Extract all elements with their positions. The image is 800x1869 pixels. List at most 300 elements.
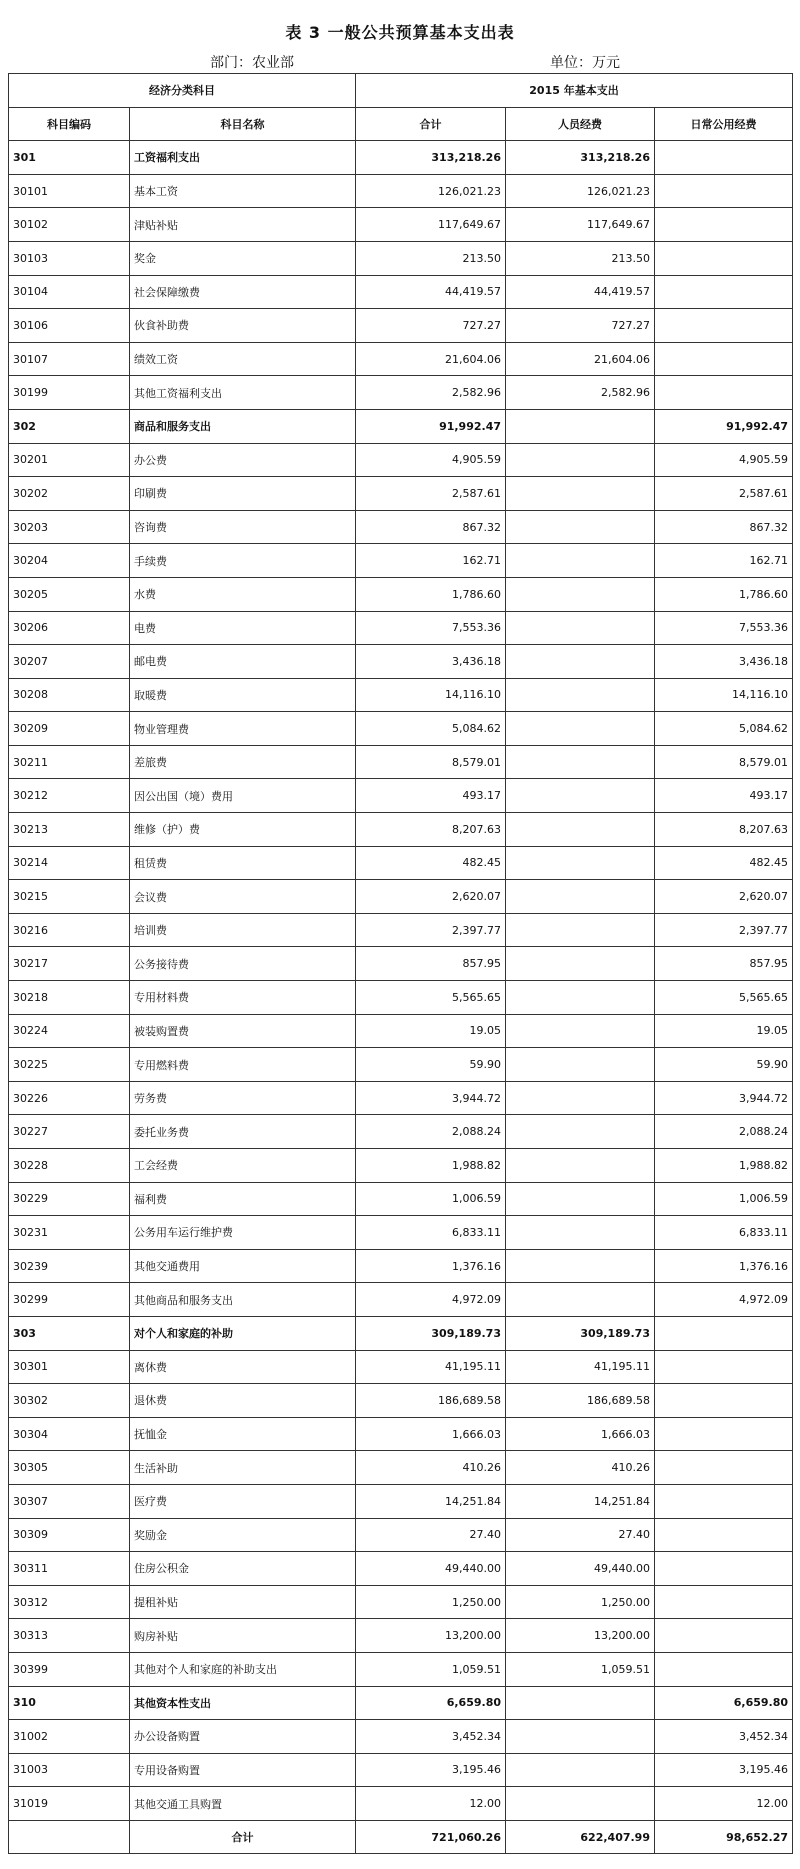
cell-code: 301: [9, 141, 130, 175]
cell-personnel: 117,649.67: [506, 208, 655, 242]
cell-name: 专用燃料费: [130, 1048, 356, 1082]
cell-personnel: 1,666.03: [506, 1417, 655, 1451]
table-row: [9, 1484, 793, 1518]
cell-personnel: [506, 745, 655, 779]
cell-personnel: [506, 1249, 655, 1283]
cell-personnel: [506, 1686, 655, 1720]
cell-personnel: 309,189.73: [506, 1316, 655, 1350]
cell-name: 津贴补贴: [130, 208, 356, 242]
cell-total: 2,088.24: [356, 1115, 506, 1149]
cell-code: 30217: [9, 947, 130, 981]
cell-code: 30218: [9, 981, 130, 1015]
table-row: [9, 1249, 793, 1283]
cell-personnel: 49,440.00: [506, 1552, 655, 1586]
cell-code: 30312: [9, 1585, 130, 1619]
cell-code: 30205: [9, 577, 130, 611]
table-row: [9, 1417, 793, 1451]
cell-code: 30304: [9, 1417, 130, 1451]
table-row: [9, 443, 793, 477]
cell-personnel: [506, 1216, 655, 1250]
cell-public: 19.05: [655, 1014, 793, 1048]
cell-total: 3,436.18: [356, 645, 506, 679]
cell-code: 30107: [9, 342, 130, 376]
cell-personnel: 13,200.00: [506, 1619, 655, 1653]
table-row: [9, 1619, 793, 1653]
category-row: [9, 1686, 793, 1720]
cell-public: 4,972.09: [655, 1283, 793, 1317]
cell-public: 1,376.16: [655, 1249, 793, 1283]
table-row: [9, 1081, 793, 1115]
table-row: [9, 712, 793, 746]
cell-personnel: [506, 544, 655, 578]
cell-name: 奖励金: [130, 1518, 356, 1552]
table-row: [9, 846, 793, 880]
cell-total: 857.95: [356, 947, 506, 981]
cell-name: 住房公积金: [130, 1552, 356, 1586]
cell-code: 30204: [9, 544, 130, 578]
cell-total: 49,440.00: [356, 1552, 506, 1586]
cell-name: 被装购置费: [130, 1014, 356, 1048]
cell-name: 其他工资福利支出: [130, 376, 356, 410]
table-row: [9, 241, 793, 275]
table-row: [9, 611, 793, 645]
cell-code: 30203: [9, 510, 130, 544]
table-row: [9, 275, 793, 309]
table-row: [9, 1350, 793, 1384]
cell-code: 30215: [9, 880, 130, 914]
cell-code: 30231: [9, 1216, 130, 1250]
cell-personnel: [506, 880, 655, 914]
cell-name: 绩效工资: [130, 342, 356, 376]
cell-name: 办公费: [130, 443, 356, 477]
table-row: [9, 981, 793, 1015]
cell-name: 手续费: [130, 544, 356, 578]
cell-total: 8,207.63: [356, 813, 506, 847]
cell-public: [655, 1652, 793, 1686]
cell-code: 30103: [9, 241, 130, 275]
cell-public: 857.95: [655, 947, 793, 981]
cell-total: 867.32: [356, 510, 506, 544]
cell-personnel: 126,021.23: [506, 174, 655, 208]
table-row: [9, 577, 793, 611]
cell-name: 其他交通费用: [130, 1249, 356, 1283]
cell-name: 社会保障缴费: [130, 275, 356, 309]
cell-total: 1,376.16: [356, 1249, 506, 1283]
cell-personnel: [506, 981, 655, 1015]
cell-code: 30311: [9, 1552, 130, 1586]
cell-name: 工会经费: [130, 1149, 356, 1183]
cell-name: 会议费: [130, 880, 356, 914]
cell-total: 12.00: [356, 1787, 506, 1821]
cell-name: 因公出国（境）费用: [130, 779, 356, 813]
cell-name: 其他对个人和家庭的补助支出: [130, 1652, 356, 1686]
header-code: 科目编码: [9, 107, 130, 141]
cell-public: [655, 1619, 793, 1653]
cell-total: 3,944.72: [356, 1081, 506, 1115]
cell-public: 6,833.11: [655, 1216, 793, 1250]
cell-public: [655, 1384, 793, 1418]
cell-public: [655, 174, 793, 208]
cell-code: 30102: [9, 208, 130, 242]
cell-code: 302: [9, 409, 130, 443]
cell-total: 6,659.80: [356, 1686, 506, 1720]
table-row: [9, 510, 793, 544]
cell-public: [655, 1350, 793, 1384]
cell-personnel: [506, 1787, 655, 1821]
cell-code: 30399: [9, 1652, 130, 1686]
cell-public: [655, 1484, 793, 1518]
cell-total: 2,582.96: [356, 376, 506, 410]
cell-code: 30214: [9, 846, 130, 880]
cell-public: 2,088.24: [655, 1115, 793, 1149]
department-label: 部门：农业部: [210, 55, 294, 71]
cell-total: 313,218.26: [356, 141, 506, 175]
table-row: [9, 880, 793, 914]
cell-public: 2,397.77: [655, 913, 793, 947]
cell-code: 30199: [9, 376, 130, 410]
cell-personnel: [506, 913, 655, 947]
cell-public: 12.00: [655, 1787, 793, 1821]
table-row: [9, 1384, 793, 1418]
cell-name: 电费: [130, 611, 356, 645]
cell-code: 310: [9, 1686, 130, 1720]
cell-name: 奖金: [130, 241, 356, 275]
cell-public: 91,992.47: [655, 409, 793, 443]
table-row: [9, 813, 793, 847]
cell-personnel: [506, 947, 655, 981]
cell-total: 13,200.00: [356, 1619, 506, 1653]
cell-personnel: [506, 577, 655, 611]
category-row: [9, 141, 793, 175]
cell-total: 44,419.57: [356, 275, 506, 309]
total-public: 98,652.27: [655, 1820, 793, 1854]
cell-total: 162.71: [356, 544, 506, 578]
cell-total: 493.17: [356, 779, 506, 813]
cell-personnel: [506, 1014, 655, 1048]
header-personnel: 人员经费: [506, 107, 655, 141]
cell-code: 30101: [9, 174, 130, 208]
table-row: [9, 342, 793, 376]
cell-personnel: [506, 645, 655, 679]
cell-code: 30227: [9, 1115, 130, 1149]
cell-personnel: 1,059.51: [506, 1652, 655, 1686]
cell-personnel: [506, 611, 655, 645]
cell-code: 31002: [9, 1720, 130, 1754]
cell-name: 咨询费: [130, 510, 356, 544]
table-row: [9, 678, 793, 712]
cell-public: [655, 141, 793, 175]
cell-public: 3,944.72: [655, 1081, 793, 1115]
table-row: [9, 779, 793, 813]
table-row: [9, 1552, 793, 1586]
cell-total: 4,972.09: [356, 1283, 506, 1317]
table-row: [9, 745, 793, 779]
cell-code: 30307: [9, 1484, 130, 1518]
cell-personnel: 44,419.57: [506, 275, 655, 309]
cell-public: 3,195.46: [655, 1753, 793, 1787]
cell-total: 3,195.46: [356, 1753, 506, 1787]
cell-name: 离休费: [130, 1350, 356, 1384]
cell-code: 30104: [9, 275, 130, 309]
cell-public: 5,565.65: [655, 981, 793, 1015]
cell-personnel: 213.50: [506, 241, 655, 275]
cell-public: 493.17: [655, 779, 793, 813]
cell-name: 专用设备购置: [130, 1753, 356, 1787]
budget-table: [8, 73, 793, 1854]
cell-name: 水费: [130, 577, 356, 611]
cell-public: 867.32: [655, 510, 793, 544]
cell-name: 办公设备购置: [130, 1720, 356, 1754]
table-row: [9, 1720, 793, 1754]
cell-name: 邮电费: [130, 645, 356, 679]
cell-personnel: [506, 443, 655, 477]
cell-name: 其他商品和服务支出: [130, 1283, 356, 1317]
cell-personnel: [506, 1753, 655, 1787]
cell-public: 482.45: [655, 846, 793, 880]
cell-total: 1,006.59: [356, 1182, 506, 1216]
cell-total: 186,689.58: [356, 1384, 506, 1418]
cell-personnel: [506, 510, 655, 544]
cell-total: 14,116.10: [356, 678, 506, 712]
table-row: [9, 913, 793, 947]
cell-name: 其他资本性支出: [130, 1686, 356, 1720]
cell-code: 30106: [9, 309, 130, 343]
cell-code: 30226: [9, 1081, 130, 1115]
table-row: [9, 309, 793, 343]
table-row: [9, 1518, 793, 1552]
cell-public: 7,553.36: [655, 611, 793, 645]
cell-total: 59.90: [356, 1048, 506, 1082]
table-row: [9, 376, 793, 410]
cell-public: 1,006.59: [655, 1182, 793, 1216]
header-basic-expenditure: 2015 年基本支出: [356, 74, 793, 108]
cell-code: 30305: [9, 1451, 130, 1485]
cell-total: 1,988.82: [356, 1149, 506, 1183]
cell-personnel: [506, 813, 655, 847]
table-row: [9, 1115, 793, 1149]
cell-total: 1,786.60: [356, 577, 506, 611]
cell-personnel: [506, 678, 655, 712]
cell-total: 3,452.34: [356, 1720, 506, 1754]
cell-code: 31003: [9, 1753, 130, 1787]
cell-public: [655, 1585, 793, 1619]
page-title: 表 3 一般公共预算基本支出表: [285, 23, 515, 42]
cell-total: 8,579.01: [356, 745, 506, 779]
cell-public: [655, 376, 793, 410]
cell-public: 8,579.01: [655, 745, 793, 779]
cell-total: 126,021.23: [356, 174, 506, 208]
cell-name: 委托业务费: [130, 1115, 356, 1149]
cell-name: 物业管理费: [130, 712, 356, 746]
cell-public: [655, 1552, 793, 1586]
cell-code: 30211: [9, 745, 130, 779]
cell-public: [655, 241, 793, 275]
cell-code: 30212: [9, 779, 130, 813]
cell-personnel: [506, 712, 655, 746]
table-row: [9, 1753, 793, 1787]
cell-personnel: [506, 409, 655, 443]
cell-name: 公务用车运行维护费: [130, 1216, 356, 1250]
cell-personnel: [506, 1283, 655, 1317]
cell-public: 2,587.61: [655, 477, 793, 511]
table-row: [9, 1216, 793, 1250]
cell-public: 3,436.18: [655, 645, 793, 679]
cell-name: 基本工资: [130, 174, 356, 208]
table-row: [9, 1585, 793, 1619]
cell-total: 2,397.77: [356, 913, 506, 947]
cell-code: [9, 1820, 130, 1854]
cell-total: 5,084.62: [356, 712, 506, 746]
cell-code: 30228: [9, 1149, 130, 1183]
cell-public: [655, 1518, 793, 1552]
category-row: [9, 1316, 793, 1350]
cell-name: 购房补贴: [130, 1619, 356, 1653]
cell-name: 对个人和家庭的补助: [130, 1316, 356, 1350]
table-row: [9, 1283, 793, 1317]
cell-code: 30224: [9, 1014, 130, 1048]
total-sum: 721,060.26: [356, 1820, 506, 1854]
cell-code: 30309: [9, 1518, 130, 1552]
cell-total: 41,195.11: [356, 1350, 506, 1384]
cell-code: 30301: [9, 1350, 130, 1384]
cell-code: 30202: [9, 477, 130, 511]
cell-name: 伙食补助费: [130, 309, 356, 343]
cell-public: 14,116.10: [655, 678, 793, 712]
table-row: [9, 544, 793, 578]
cell-code: 30302: [9, 1384, 130, 1418]
table-row: [9, 208, 793, 242]
cell-code: 30299: [9, 1283, 130, 1317]
cell-code: 303: [9, 1316, 130, 1350]
total-row: [9, 1820, 793, 1854]
cell-code: 30225: [9, 1048, 130, 1082]
header-total: 合计: [356, 107, 506, 141]
cell-total: 19.05: [356, 1014, 506, 1048]
cell-public: 59.90: [655, 1048, 793, 1082]
cell-personnel: 410.26: [506, 1451, 655, 1485]
cell-personnel: 1,250.00: [506, 1585, 655, 1619]
cell-public: 8,207.63: [655, 813, 793, 847]
cell-total: 1,059.51: [356, 1652, 506, 1686]
cell-public: 6,659.80: [655, 1686, 793, 1720]
cell-public: 5,084.62: [655, 712, 793, 746]
cell-code: 30213: [9, 813, 130, 847]
cell-total: 410.26: [356, 1451, 506, 1485]
cell-total: 2,620.07: [356, 880, 506, 914]
cell-personnel: 186,689.58: [506, 1384, 655, 1418]
category-row: [9, 409, 793, 443]
cell-public: [655, 1316, 793, 1350]
cell-total: 1,250.00: [356, 1585, 506, 1619]
cell-total: 4,905.59: [356, 443, 506, 477]
cell-personnel: 27.40: [506, 1518, 655, 1552]
cell-total: 91,992.47: [356, 409, 506, 443]
total-label: 合计: [130, 1820, 356, 1854]
cell-name: 医疗费: [130, 1484, 356, 1518]
table-row: [9, 1451, 793, 1485]
cell-personnel: 21,604.06: [506, 342, 655, 376]
cell-code: 30208: [9, 678, 130, 712]
cell-name: 取暖费: [130, 678, 356, 712]
table-row: [9, 645, 793, 679]
cell-public: 162.71: [655, 544, 793, 578]
cell-public: 1,988.82: [655, 1149, 793, 1183]
table-row: [9, 1048, 793, 1082]
cell-public: 1,786.60: [655, 577, 793, 611]
cell-total: 7,553.36: [356, 611, 506, 645]
cell-total: 5,565.65: [356, 981, 506, 1015]
table-row: [9, 947, 793, 981]
cell-name: 其他交通工具购置: [130, 1787, 356, 1821]
cell-name: 租赁费: [130, 846, 356, 880]
table-row: [9, 1652, 793, 1686]
cell-name: 劳务费: [130, 1081, 356, 1115]
header-row-columns: [9, 107, 793, 141]
cell-personnel: 41,195.11: [506, 1350, 655, 1384]
cell-name: 抚恤金: [130, 1417, 356, 1451]
cell-name: 提租补贴: [130, 1585, 356, 1619]
cell-name: 维修（护）费: [130, 813, 356, 847]
cell-total: 482.45: [356, 846, 506, 880]
cell-public: 4,905.59: [655, 443, 793, 477]
cell-personnel: 2,582.96: [506, 376, 655, 410]
cell-public: [655, 275, 793, 309]
cell-name: 培训费: [130, 913, 356, 947]
table-row: [9, 174, 793, 208]
cell-personnel: [506, 1081, 655, 1115]
cell-code: 30201: [9, 443, 130, 477]
cell-total: 117,649.67: [356, 208, 506, 242]
table-row: [9, 1014, 793, 1048]
cell-public: [655, 208, 793, 242]
cell-name: 生活补助: [130, 1451, 356, 1485]
cell-total: 14,251.84: [356, 1484, 506, 1518]
cell-total: 309,189.73: [356, 1316, 506, 1350]
cell-personnel: [506, 477, 655, 511]
cell-total: 21,604.06: [356, 342, 506, 376]
cell-personnel: 14,251.84: [506, 1484, 655, 1518]
cell-personnel: [506, 1115, 655, 1149]
cell-code: 30209: [9, 712, 130, 746]
cell-total: 6,833.11: [356, 1216, 506, 1250]
table-row: [9, 1149, 793, 1183]
cell-personnel: [506, 1182, 655, 1216]
cell-public: 2,620.07: [655, 880, 793, 914]
cell-total: 1,666.03: [356, 1417, 506, 1451]
cell-name: 工资福利支出: [130, 141, 356, 175]
cell-name: 福利费: [130, 1182, 356, 1216]
cell-code: 30313: [9, 1619, 130, 1653]
cell-code: 30239: [9, 1249, 130, 1283]
cell-public: [655, 309, 793, 343]
total-personnel: 622,407.99: [506, 1820, 655, 1854]
cell-name: 退休费: [130, 1384, 356, 1418]
table-row: [9, 477, 793, 511]
cell-public: [655, 342, 793, 376]
cell-personnel: 313,218.26: [506, 141, 655, 175]
cell-public: [655, 1417, 793, 1451]
unit-label: 单位：万元: [550, 55, 620, 71]
table-row: [9, 1787, 793, 1821]
cell-name: 商品和服务支出: [130, 409, 356, 443]
cell-name: 公务接待费: [130, 947, 356, 981]
cell-name: 印刷费: [130, 477, 356, 511]
cell-total: 727.27: [356, 309, 506, 343]
header-economic-category: 经济分类科目: [9, 74, 356, 108]
cell-personnel: 727.27: [506, 309, 655, 343]
cell-code: 31019: [9, 1787, 130, 1821]
header-name: 科目名称: [130, 107, 356, 141]
